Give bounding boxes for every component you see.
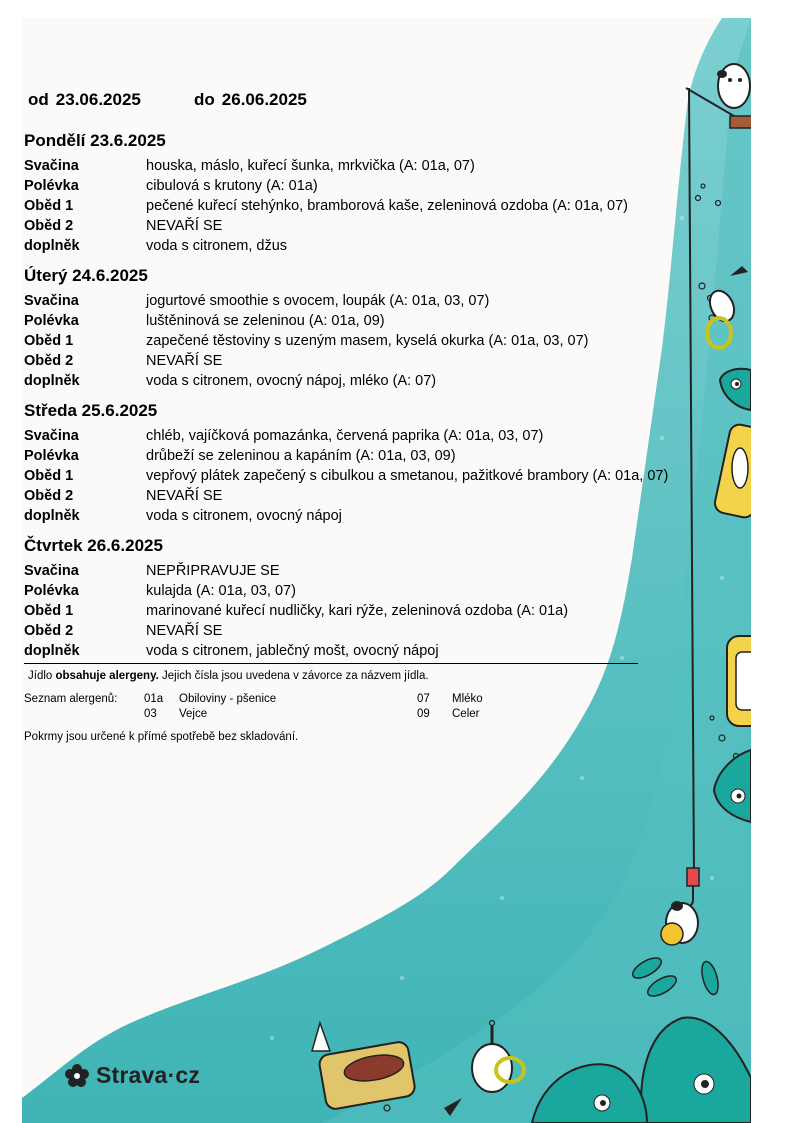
meal-label: Oběd 1: [24, 603, 74, 619]
storage-note: Pokrmy jsou určené k přímé spotřebě bez skladování.: [24, 731, 299, 743]
meal-value: NEVAŘÍ SE: [146, 353, 223, 369]
meal-label: Svačina: [24, 563, 79, 579]
divider-line: [24, 663, 638, 664]
meal-value: zapečené těstoviny s uzeným masem, kyselá okurka (A: 01a, 03, 07): [146, 333, 589, 349]
meal-label: Oběd 2: [24, 623, 74, 639]
meal-value: voda s citronem, ovocný nápoj: [146, 508, 342, 524]
allergen-name: Obiloviny - pšenice: [179, 693, 277, 705]
meal-label: Oběd 2: [24, 353, 74, 369]
meal-value: NEVAŘÍ SE: [146, 218, 223, 234]
meal-value: vepřový plátek zapečený s cibulkou a smetanou, pažitkové brambory (A: 01a, 07): [146, 468, 669, 484]
meal-label: Oběd 1: [24, 468, 74, 484]
date-range-to: [194, 90, 307, 110]
allergen-name: Vejce: [179, 708, 208, 720]
meal-label: Svačina: [24, 428, 79, 444]
meal-value: voda s citronem, ovocný nápoj, mléko (A: 07): [146, 373, 437, 389]
meal-label: doplněk: [24, 508, 80, 524]
meal-value: voda s citronem, džus: [146, 238, 288, 254]
allergen-note: [28, 670, 429, 682]
meal-value: jogurtové smoothie s ovocem, loupák (A: 01a, 03, 07): [146, 293, 490, 309]
meal-value: NEVAŘÍ SE: [146, 623, 223, 639]
allergen-note-suffix: Jejich čísla jsou uvedena v závorce za názvem jídla.: [158, 670, 429, 682]
meal-label: doplněk: [24, 238, 80, 254]
meal-label: doplněk: [24, 643, 80, 659]
meal-value: NEPŘIPRAVUJE SE: [146, 563, 280, 579]
meal-value: NEVAŘÍ SE: [146, 488, 223, 504]
from-date: 23.06.2025: [55, 90, 141, 109]
to-label: do: [194, 90, 215, 109]
meal-label: Polévka: [24, 178, 79, 194]
logo-text: Strava·cz: [96, 1062, 201, 1088]
meal-value: voda s citronem, jablečný mošt, ovocný nápoj: [146, 643, 439, 659]
allergen-name: Mléko: [452, 693, 483, 705]
day-title: Pondělí 23.6.2025: [24, 131, 166, 150]
meal-label: Oběd 1: [24, 198, 74, 214]
allergen-note-prefix: Jídlo: [28, 670, 56, 682]
meal-label: Oběd 1: [24, 333, 74, 349]
meal-value: chléb, vajíčková pomazánka, červená paprika (A: 01a, 03, 07): [146, 428, 544, 444]
meal-label: Polévka: [24, 448, 79, 464]
meal-label: Polévka: [24, 583, 79, 599]
to-date: 26.06.2025: [221, 90, 307, 109]
meal-label: Polévka: [24, 313, 79, 329]
allergen-name: Celer: [452, 708, 480, 720]
allergen-note-bold: obsahuje alergeny.: [55, 670, 159, 682]
meal-label: Oběd 2: [24, 488, 74, 504]
meal-value: cibulová s krutony (A: 01a): [146, 178, 318, 194]
meal-value: luštěninová se zeleninou (A: 01a, 09): [146, 313, 385, 329]
menu-page: [22, 18, 751, 1123]
day-title: Středa 25.6.2025: [24, 401, 158, 420]
from-label: od: [28, 90, 49, 109]
day-title: Čtvrtek 26.6.2025: [24, 536, 163, 555]
meal-value: marinované kuřecí nudličky, kari rýže, zeleninová ozdoba (A: 01a): [146, 603, 569, 619]
meal-label: Oběd 2: [24, 218, 74, 234]
day-title: Úterý 24.6.2025: [24, 266, 148, 285]
allergen-list-label: Seznam alergenů:: [24, 693, 118, 705]
meal-label: Svačina: [24, 158, 79, 174]
allergen-code: 03: [144, 708, 157, 720]
meal-value: kulajda (A: 01a, 03, 07): [146, 583, 296, 599]
meal-label: Svačina: [24, 293, 79, 309]
strava-logo: [64, 1062, 200, 1089]
meal-value: houska, máslo, kuřecí šunka, mrkvička (A: 01a, 07): [146, 158, 475, 174]
meal-label: doplněk: [24, 373, 80, 389]
allergen-code: 01a: [144, 693, 164, 705]
meal-value: drůbeží se zeleninou a kapáním (A: 01a, 03, 09): [146, 448, 456, 464]
flower-icon: [64, 1063, 90, 1089]
meal-value: pečené kuřecí stehýnko, bramborová kaše, zeleninová ozdoba (A: 01a, 07): [146, 198, 629, 214]
allergen-code: 09: [417, 708, 430, 720]
allergen-code: 07: [417, 693, 430, 705]
date-range-from: [28, 90, 141, 110]
